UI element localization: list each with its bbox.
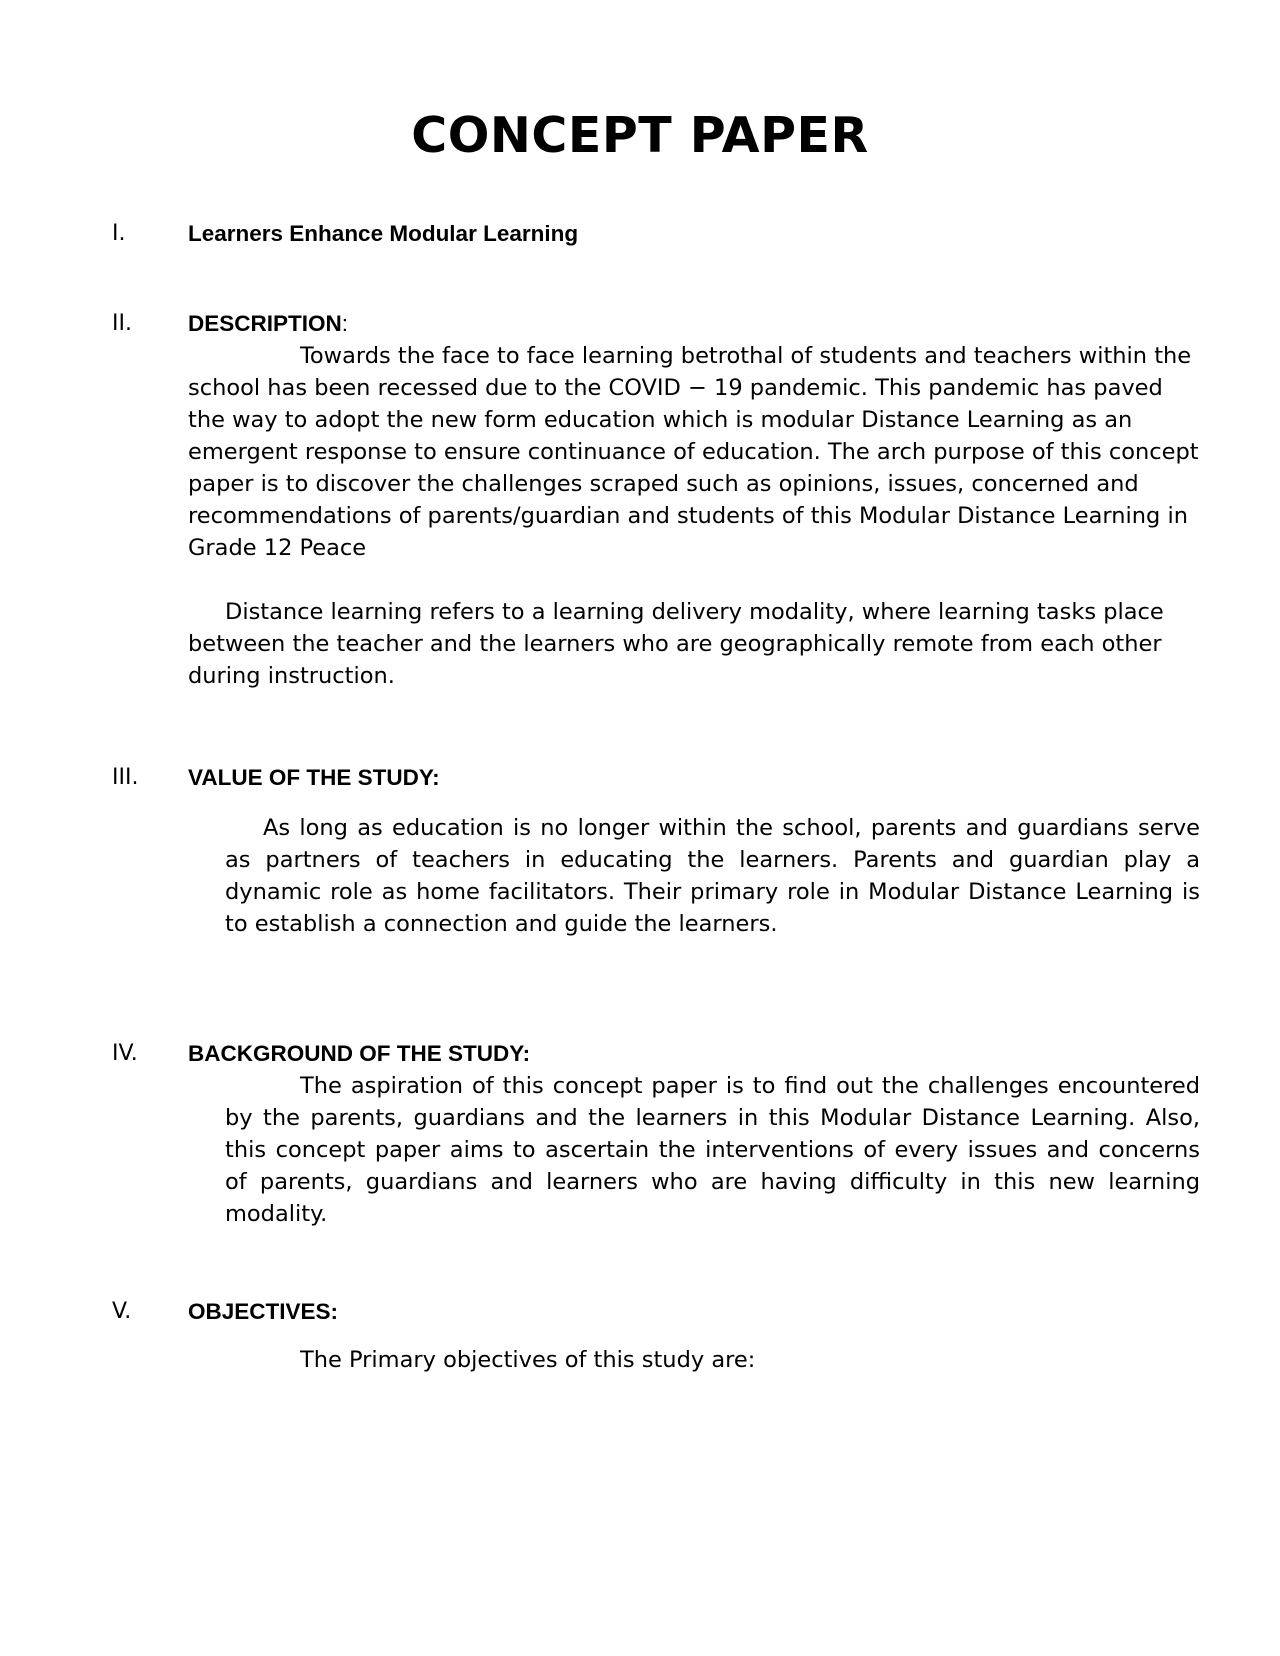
section-3-heading: VALUE OF THE STUDY: (188, 765, 440, 790)
section-4-heading: BACKGROUND OF THE STUDY: (188, 1041, 531, 1066)
value-paragraph: As long as education is no longer within the school, parents and guardians serve as partners of teachers in educating the learners. Parents and guardian play a dynamic role as home facilitators. Their primary role in Modular Distance Learning is to establish a connection and guide the learners. (225, 815, 1200, 937)
objectives-intro: The Primary objectives of this study are: (300, 1347, 756, 1373)
section-3-numeral: III. (112, 765, 139, 790)
description-paragraph-1: Towards the face to face learning betrothal of students and teachers within the school has been recessed due to the COVID − 19 pandemic. This pandemic has paved the way to adopt the new form education which is modular Distance Learning as an emergent response to ensure continuance of education. The arch purpose of this concept paper is to discover the challenges scraped such as opinions, issues, concerned and recommendations of parents/guardian and students of this Modular Distance Learning in Grade 12 Peace (188, 343, 1199, 561)
section-4-numeral: IV. (112, 1041, 138, 1066)
background-paragraph: The aspiration of this concept paper is to find out the challenges encountered by the parents, guardians and the learners in this Modular Distance Learning. Also, this concept paper aims to ascertain the interventions of every issues and concerns of parents, guardians and learners who are having difficulty in this new learning modality. (225, 1073, 1200, 1227)
description-paragraph-2: Distance learning refers to a learning delivery modality, where learning tasks place between the teacher and the learners who are geographically remote from each other during instruction. (188, 599, 1164, 689)
section-1-heading: Learners Enhance Modular Learning (188, 221, 579, 246)
section-2-numeral: II. (112, 311, 132, 336)
document-title: CONCEPT PAPER (411, 107, 869, 164)
section-2-heading (188, 308, 348, 340)
section-2-heading-text: DESCRIPTION (188, 311, 342, 336)
section-5-numeral: V. (112, 1299, 132, 1324)
section-1-numeral: I. (112, 221, 126, 246)
section-2-heading-colon: : (341, 311, 349, 336)
section-5-heading: OBJECTIVES: (188, 1299, 339, 1324)
